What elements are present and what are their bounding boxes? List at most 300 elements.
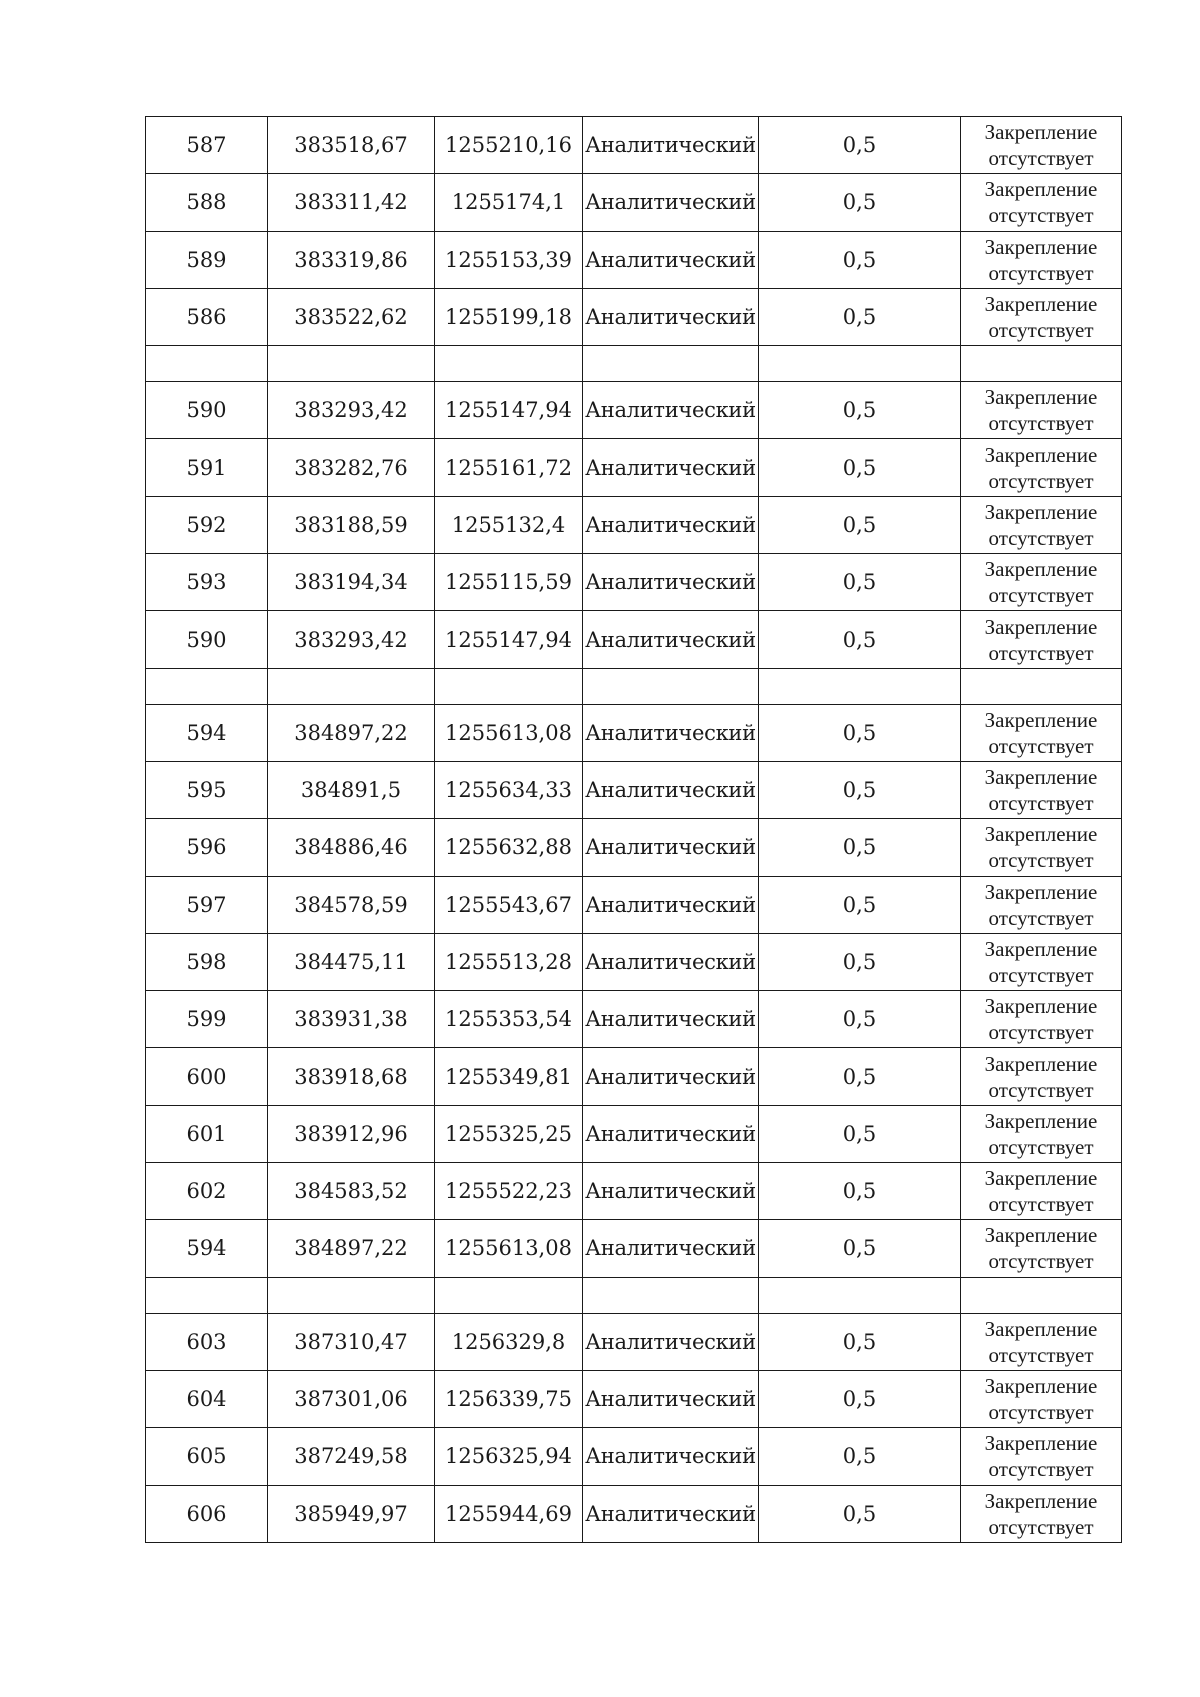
point-number-text: 594 [186, 720, 227, 745]
point-number-cell [146, 1048, 268, 1105]
point-number-text: 589 [186, 247, 227, 272]
method-cell [583, 819, 759, 876]
fixation-label-line2: отсутствует [988, 848, 1094, 873]
coordinate-x-text: 387301,06 [294, 1387, 408, 1412]
method-text: Аналитический [585, 247, 756, 272]
fixation-cell [961, 1313, 1122, 1370]
method-text: Аналитический [585, 1387, 756, 1412]
method-cell [583, 991, 759, 1048]
accuracy-text: 0,5 [842, 835, 877, 860]
fixation-label-line1: Закрепление [984, 707, 1098, 732]
coordinate-x-text: 384475,11 [294, 950, 408, 974]
method-cell [583, 1048, 759, 1105]
fixation-label-line1: Закрепление [984, 614, 1098, 639]
fixation-label-line2: отсутствует [988, 318, 1094, 343]
table-row [146, 231, 1122, 288]
method-cell [583, 1485, 759, 1542]
fixation-cell [961, 117, 1122, 174]
table-row [146, 1163, 1122, 1220]
fixation-label-line1: Закрепление [984, 292, 1098, 317]
coordinate-y-text: 1255147,94 [445, 398, 572, 423]
accuracy-cell [759, 1428, 961, 1485]
point-number-text: 599 [186, 1007, 227, 1032]
fixation-cell [961, 819, 1122, 876]
accuracy-text: 0,5 [842, 778, 877, 803]
coordinate-x-cell [268, 1220, 435, 1277]
method-cell [583, 1163, 759, 1220]
coordinate-y-cell [435, 991, 583, 1048]
coordinate-x-cell [268, 1163, 435, 1220]
coordinate-y-text: 1255115,59 [445, 570, 572, 595]
coordinate-x-cell [268, 174, 435, 231]
fixation-label-line2: отсутствует [988, 1192, 1094, 1217]
accuracy-cell [759, 761, 961, 818]
coordinate-x-cell [268, 876, 435, 933]
fixation-label-line2: отсутствует [988, 1020, 1094, 1045]
coordinate-y-text: 1255522,23 [445, 1179, 572, 1204]
method-cell [583, 231, 759, 288]
fixation-cell [961, 1428, 1122, 1485]
accuracy-cell [759, 288, 961, 345]
point-number-cell [146, 876, 268, 933]
table-row [146, 991, 1122, 1048]
coordinate-y-cell [435, 554, 583, 611]
fixation-cell [961, 704, 1122, 761]
accuracy-cell [759, 991, 961, 1048]
coordinate-y-text: 1255199,18 [445, 305, 572, 330]
coordinate-y-cell [435, 704, 583, 761]
accuracy-cell [759, 1105, 961, 1162]
coordinate-y-text: 1255634,33 [445, 778, 572, 803]
method-text: Аналитический [585, 627, 756, 652]
coordinate-x-cell [268, 1428, 435, 1485]
fixation-label-line2: отсутствует [988, 791, 1094, 816]
accuracy-cell [759, 117, 961, 174]
accuracy-text: 0,5 [842, 455, 877, 480]
empty-cell [435, 668, 583, 704]
fixation-label-line2: отсутствует [988, 1077, 1094, 1102]
table-row [146, 1105, 1122, 1162]
method-cell [583, 1370, 759, 1427]
coordinate-x-text: 387249,58 [294, 1444, 408, 1469]
coordinate-x-cell [268, 819, 435, 876]
point-number-cell [146, 1485, 268, 1542]
point-number-cell [146, 231, 268, 288]
method-cell [583, 1428, 759, 1485]
accuracy-cell [759, 1370, 961, 1427]
point-number-text: 598 [186, 950, 227, 974]
method-cell [583, 439, 759, 496]
method-text: Аналитический [585, 305, 756, 330]
coordinate-x-cell [268, 439, 435, 496]
table-row [146, 174, 1122, 231]
coordinate-y-cell [435, 1105, 583, 1162]
fixation-cell [961, 1163, 1122, 1220]
fixation-label-line2: отсутствует [988, 468, 1094, 493]
coordinate-y-text: 1255353,54 [445, 1007, 572, 1032]
fixation-label-line1: Закрепление [984, 1374, 1098, 1399]
accuracy-cell [759, 174, 961, 231]
point-number-text: 595 [186, 778, 227, 803]
point-number-cell [146, 1428, 268, 1485]
accuracy-cell [759, 1048, 961, 1105]
table-row [146, 611, 1122, 668]
coordinate-x-text: 383518,67 [294, 133, 408, 158]
coordinate-x-text: 383912,96 [294, 1121, 408, 1146]
fixation-label-line1: Закрепление [984, 442, 1098, 467]
method-cell [583, 611, 759, 668]
accuracy-cell [759, 1485, 961, 1542]
table-row [146, 439, 1122, 496]
accuracy-text: 0,5 [842, 892, 877, 917]
fixation-label-line1: Закрепление [984, 234, 1098, 259]
point-number-cell [146, 819, 268, 876]
coordinate-x-text: 387310,47 [294, 1329, 408, 1354]
accuracy-cell [759, 231, 961, 288]
coordinate-y-cell [435, 611, 583, 668]
fixation-cell [961, 611, 1122, 668]
method-cell [583, 1313, 759, 1370]
accuracy-text: 0,5 [842, 1121, 877, 1146]
fixation-label-line1: Закрепление [984, 385, 1098, 410]
empty-cell [961, 668, 1122, 704]
point-number-text: 593 [186, 570, 227, 595]
coordinate-y-text: 1255153,39 [445, 247, 572, 272]
empty-cell [146, 346, 268, 382]
fixation-cell [961, 1370, 1122, 1427]
empty-cell [435, 346, 583, 382]
fixation-cell [961, 288, 1122, 345]
fixation-label-line1: Закрепление [984, 1488, 1098, 1513]
accuracy-text: 0,5 [842, 1179, 877, 1204]
empty-cell [583, 1277, 759, 1313]
coordinate-x-cell [268, 611, 435, 668]
method-cell [583, 174, 759, 231]
empty-cell [961, 1277, 1122, 1313]
coordinate-y-cell [435, 382, 583, 439]
coordinate-x-text: 384897,22 [294, 720, 408, 745]
coordinate-y-text: 1255944,69 [445, 1501, 572, 1526]
empty-cell [435, 1277, 583, 1313]
coordinate-y-text: 1256329,8 [451, 1329, 566, 1354]
method-cell [583, 1220, 759, 1277]
accuracy-cell [759, 1220, 961, 1277]
coordinates-table [145, 116, 1122, 1543]
coordinate-x-cell [268, 704, 435, 761]
table-row [146, 117, 1122, 174]
fixation-label-line1: Закрепление [984, 1223, 1098, 1248]
point-number-text: 594 [186, 1236, 227, 1261]
table-row [146, 554, 1122, 611]
coordinate-x-text: 383918,68 [294, 1064, 408, 1089]
fixation-cell [961, 1105, 1122, 1162]
point-number-text: 602 [186, 1179, 227, 1204]
fixation-label-line2: отсутствует [988, 1249, 1094, 1274]
table-row [146, 819, 1122, 876]
fixation-label-line2: отсутствует [988, 1134, 1094, 1159]
table-row [146, 382, 1122, 439]
point-number-text: 590 [186, 398, 227, 423]
fixation-label-line1: Закрепление [984, 177, 1098, 202]
table-row [146, 1313, 1122, 1370]
table-row [146, 496, 1122, 553]
fixation-cell [961, 876, 1122, 933]
accuracy-cell [759, 382, 961, 439]
fixation-cell [961, 933, 1122, 990]
method-text: Аналитический [585, 720, 756, 745]
coordinate-x-cell [268, 117, 435, 174]
coordinate-y-cell [435, 1370, 583, 1427]
fixation-label-line2: отсутствует [988, 260, 1094, 285]
coordinate-x-text: 385949,97 [294, 1501, 408, 1526]
fixation-cell [961, 174, 1122, 231]
point-number-text: 605 [186, 1444, 227, 1469]
coordinate-y-text: 1255632,88 [445, 835, 572, 860]
empty-cell [759, 668, 961, 704]
point-number-text: 596 [186, 835, 227, 860]
point-number-text: 592 [186, 512, 227, 537]
fixation-label-line1: Закрепление [984, 937, 1098, 961]
point-number-text: 606 [186, 1501, 227, 1526]
coordinate-y-cell [435, 1163, 583, 1220]
accuracy-text: 0,5 [842, 1064, 877, 1089]
coordinate-y-text: 1255325,25 [445, 1121, 572, 1146]
fixation-label-line2: отсутствует [988, 525, 1094, 550]
fixation-label-line2: отсутствует [988, 203, 1094, 228]
method-text: Аналитический [585, 133, 756, 158]
coordinate-y-text: 1255513,28 [445, 950, 572, 974]
coordinate-y-text: 1255543,67 [445, 892, 572, 917]
accuracy-text: 0,5 [842, 512, 877, 537]
point-number-text: 586 [186, 305, 227, 330]
coordinate-y-cell [435, 876, 583, 933]
table-row [146, 1370, 1122, 1427]
accuracy-text: 0,5 [842, 720, 877, 745]
accuracy-text: 0,5 [842, 1007, 877, 1032]
fixation-label-line1: Закрепление [984, 499, 1098, 524]
coordinate-y-text: 1255132,4 [451, 512, 566, 537]
coordinate-y-text: 1255613,08 [445, 720, 572, 745]
empty-cell [146, 668, 268, 704]
accuracy-text: 0,5 [842, 1329, 877, 1354]
coordinate-y-cell [435, 174, 583, 231]
coordinate-y-text: 1256339,75 [445, 1387, 572, 1412]
coordinate-y-cell [435, 288, 583, 345]
point-number-cell [146, 1163, 268, 1220]
coordinate-x-text: 383293,42 [294, 627, 408, 652]
fixation-label-line1: Закрепление [984, 1051, 1098, 1076]
accuracy-text: 0,5 [842, 247, 877, 272]
method-text: Аналитический [585, 455, 756, 480]
method-cell [583, 933, 759, 990]
point-number-cell [146, 288, 268, 345]
accuracy-cell [759, 933, 961, 990]
coordinate-x-cell [268, 1370, 435, 1427]
fixation-cell [961, 991, 1122, 1048]
point-number-cell [146, 554, 268, 611]
method-text: Аналитический [585, 1179, 756, 1204]
fixation-label-line2: отсутствует [988, 1457, 1094, 1482]
table-row [146, 1485, 1122, 1542]
accuracy-cell [759, 704, 961, 761]
coordinate-y-cell [435, 933, 583, 990]
coordinate-x-cell [268, 1048, 435, 1105]
coordinate-y-text: 1255147,94 [445, 627, 572, 652]
accuracy-cell [759, 611, 961, 668]
coordinates-table-body [146, 117, 1122, 1543]
empty-cell [583, 668, 759, 704]
coordinate-y-cell [435, 1220, 583, 1277]
point-number-cell [146, 496, 268, 553]
fixation-label-line2: отсутствует [988, 640, 1094, 665]
empty-cell [268, 1277, 435, 1313]
accuracy-text: 0,5 [842, 305, 877, 330]
fixation-label-line2: отсутствует [988, 146, 1094, 171]
fixation-label-line1: Закрепление [984, 1108, 1098, 1133]
coordinate-x-text: 384578,59 [294, 892, 408, 917]
table-row [146, 288, 1122, 345]
coordinate-x-text: 383282,76 [294, 455, 408, 480]
table-row [146, 1428, 1122, 1485]
method-text: Аналитический [585, 892, 756, 917]
method-cell [583, 1105, 759, 1162]
group-separator-row [146, 668, 1122, 704]
method-text: Аналитический [585, 512, 756, 537]
coordinate-x-cell [268, 1485, 435, 1542]
coordinate-y-cell [435, 761, 583, 818]
fixation-cell [961, 496, 1122, 553]
coordinate-x-text: 384891,5 [300, 778, 402, 803]
method-cell [583, 288, 759, 345]
coordinate-x-cell [268, 288, 435, 345]
table-row [146, 1220, 1122, 1277]
coordinate-x-text: 383188,59 [294, 512, 408, 537]
empty-cell [759, 346, 961, 382]
empty-cell [146, 1277, 268, 1313]
fixation-label-line1: Закрепление [984, 1431, 1098, 1456]
fixation-cell [961, 231, 1122, 288]
coordinate-x-cell [268, 933, 435, 990]
point-number-text: 590 [186, 627, 227, 652]
group-separator-row [146, 1277, 1122, 1313]
coordinate-y-text: 1255613,08 [445, 1236, 572, 1261]
point-number-text: 600 [186, 1064, 227, 1089]
point-number-cell [146, 1370, 268, 1427]
point-number-cell [146, 991, 268, 1048]
table-row [146, 704, 1122, 761]
accuracy-text: 0,5 [842, 1387, 877, 1412]
accuracy-text: 0,5 [842, 1501, 877, 1526]
fixation-label-line1: Закрепление [984, 765, 1098, 790]
accuracy-cell [759, 554, 961, 611]
coordinate-y-cell [435, 117, 583, 174]
coordinate-x-cell [268, 382, 435, 439]
fixation-cell [961, 761, 1122, 818]
fixation-label-line1: Закрепление [984, 1316, 1098, 1341]
fixation-cell [961, 1220, 1122, 1277]
accuracy-text: 0,5 [842, 950, 877, 974]
table-row [146, 761, 1122, 818]
coordinate-x-text: 384897,22 [294, 1236, 408, 1261]
method-text: Аналитический [585, 1007, 756, 1032]
fixation-cell [961, 1485, 1122, 1542]
fixation-cell [961, 439, 1122, 496]
accuracy-cell [759, 876, 961, 933]
accuracy-text: 0,5 [842, 1236, 877, 1261]
fixation-label-line1: Закрепление [984, 994, 1098, 1019]
fixation-cell [961, 1048, 1122, 1105]
point-number-text: 588 [186, 190, 227, 215]
method-text: Аналитический [585, 1501, 756, 1526]
accuracy-cell [759, 819, 961, 876]
method-cell [583, 761, 759, 818]
coordinate-y-text: 1255161,72 [445, 455, 572, 480]
coordinate-x-cell [268, 761, 435, 818]
group-separator-row [146, 346, 1122, 382]
coordinate-x-cell [268, 496, 435, 553]
method-text: Аналитический [585, 835, 756, 860]
method-text: Аналитический [585, 1329, 756, 1354]
empty-cell [961, 346, 1122, 382]
method-cell [583, 554, 759, 611]
accuracy-text: 0,5 [842, 398, 877, 423]
point-number-text: 597 [186, 892, 227, 917]
fixation-label-line2: отсутствует [988, 583, 1094, 608]
fixation-label-line2: отсутствует [988, 411, 1094, 436]
fixation-label-line2: отсутствует [988, 963, 1094, 987]
method-cell [583, 876, 759, 933]
method-text: Аналитический [585, 190, 756, 215]
coordinate-x-cell [268, 991, 435, 1048]
point-number-text: 601 [186, 1121, 227, 1146]
accuracy-text: 0,5 [842, 133, 877, 158]
method-text: Аналитический [585, 778, 756, 803]
point-number-cell [146, 1313, 268, 1370]
coordinate-y-cell [435, 1485, 583, 1542]
coordinate-x-cell [268, 231, 435, 288]
point-number-cell [146, 382, 268, 439]
coordinate-y-text: 1255174,1 [451, 190, 566, 215]
method-cell [583, 496, 759, 553]
coordinate-y-text: 1256325,94 [445, 1444, 572, 1469]
coordinate-x-text: 383522,62 [294, 305, 408, 330]
coordinate-x-text: 383311,42 [294, 190, 408, 215]
coordinate-y-cell [435, 819, 583, 876]
point-number-cell [146, 611, 268, 668]
accuracy-text: 0,5 [842, 1444, 877, 1469]
accuracy-text: 0,5 [842, 627, 877, 652]
accuracy-cell [759, 1313, 961, 1370]
table-row [146, 933, 1122, 990]
coordinate-x-text: 383319,86 [294, 247, 408, 272]
fixation-label-line2: отсутствует [988, 1400, 1094, 1425]
empty-cell [759, 1277, 961, 1313]
coordinate-x-text: 384886,46 [294, 835, 408, 860]
method-cell [583, 117, 759, 174]
coordinate-x-cell [268, 1105, 435, 1162]
fixation-label-line2: отсутствует [988, 1342, 1094, 1367]
coordinate-y-cell [435, 1428, 583, 1485]
fixation-label-line2: отсутствует [988, 905, 1094, 930]
coordinate-y-cell [435, 1313, 583, 1370]
point-number-cell [146, 761, 268, 818]
coordinate-x-cell [268, 554, 435, 611]
coordinate-y-text: 1255210,16 [445, 133, 572, 158]
coordinate-x-text: 383194,34 [294, 570, 408, 595]
fixation-label-line1: Закрепление [984, 822, 1098, 847]
fixation-label-line1: Закрепление [984, 879, 1098, 904]
empty-cell [583, 346, 759, 382]
